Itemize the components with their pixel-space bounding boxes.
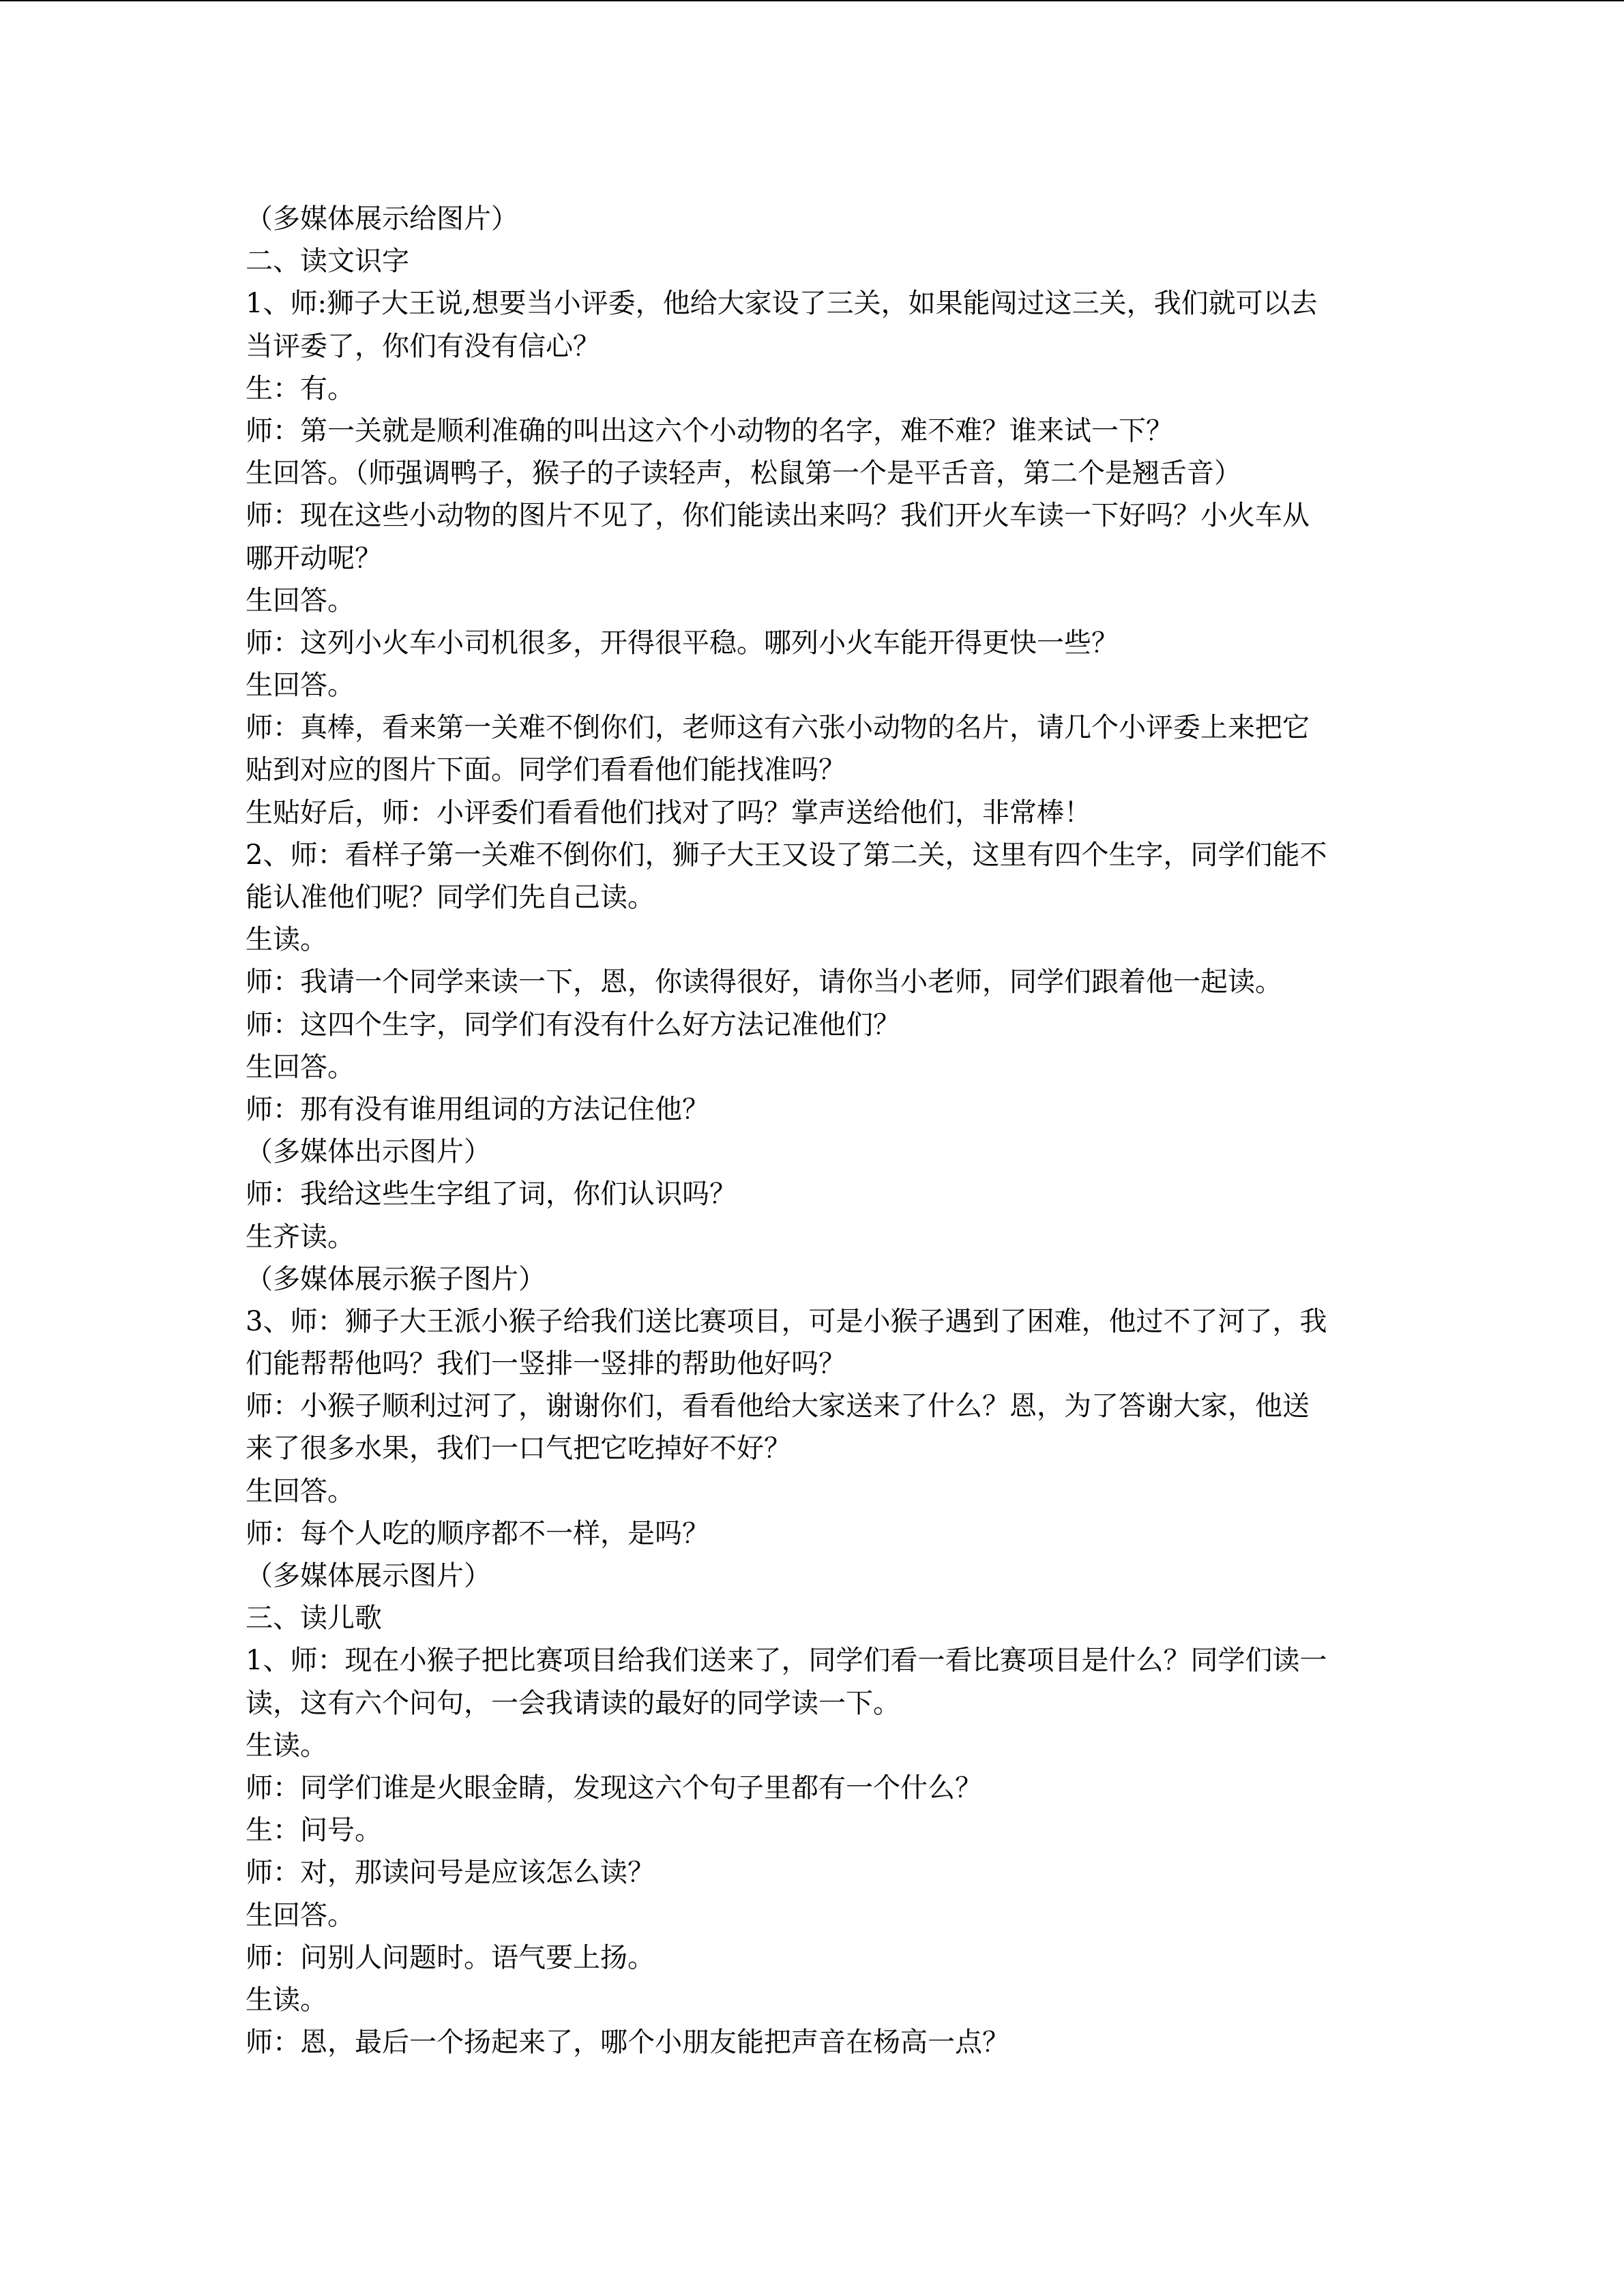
text-line: 当评委了，你们有没有信心？: [246, 330, 600, 362]
text-line: 师：这四个生字，同学们有没有什么好方法记准他们？: [246, 1009, 900, 1041]
text-line: 生齐读。: [246, 1221, 355, 1253]
text-line: 3、师：狮子大王派小猴子给我们送比赛项目，可是小猴子遇到了困难，他过不了河了，我: [246, 1305, 1327, 1337]
text-line: 来了很多水果，我们一口气把它吃掉好不好？: [246, 1433, 791, 1465]
text-line: （多媒体展示猴子图片）: [246, 1263, 546, 1295]
text-line: 生回答。: [246, 670, 355, 702]
text-line: 师：那有没有谁用组词的方法记住他？: [246, 1093, 709, 1125]
text-line: 们能帮帮他吗？我们一竖排一竖排的帮助他好吗？: [246, 1348, 846, 1380]
text-line: 生回答。: [246, 1899, 355, 1931]
text-line: 生回答。（师强调鸭子，猴子的子读轻声，松鼠第一个是平舌音，第二个是翘舌音）: [246, 458, 1241, 490]
text-line: 生读。: [246, 1729, 327, 1761]
text-line: （多媒体展示给图片）: [246, 203, 518, 235]
text-line: 师：第一关就是顺利准确的叫出这六个小动物的名字，难不难？谁来试一下？: [246, 415, 1173, 447]
section-heading: 三、读儿歌: [246, 1602, 382, 1635]
text-line: （多媒体出示图片）: [246, 1136, 491, 1168]
text-line: 读，这有六个问句，一会我请读的最好的同学读一下。: [246, 1687, 900, 1719]
text-line: 师：问别人问题时。语气要上扬。: [246, 1941, 655, 1973]
text-line: 生回答。: [246, 1475, 355, 1507]
text-line: （多媒体展示图片）: [246, 1560, 491, 1592]
text-line: 2、师：看样子第一关难不倒你们，狮子大王又设了第二关，这里有四个生字，同学们能不: [246, 839, 1327, 871]
text-line: 师：真棒，看来第一关难不倒你们，老师这有六张小动物的名片，请几个小评委上来把它: [246, 712, 1310, 744]
text-line: 生贴好后，师：小评委们看看他们找对了吗？掌声送给他们，非常棒！: [246, 796, 1091, 829]
text-line: 师：这列小火车小司机很多，开得很平稳。哪列小火车能开得更快一些？: [246, 627, 1119, 659]
text-line: 能认准他们呢？同学们先自己读。: [246, 882, 655, 913]
text-line: 师：恩，最后一个扬起来了，哪个小朋友能把声音在杨高一点？: [246, 2027, 1009, 2059]
text-line: 师：同学们谁是火眼金睛，发现这六个句子里都有一个什么？: [246, 1772, 982, 1804]
text-line: 1、师:狮子大王说,想要当小评委，他给大家设了三关，如果能闯过这三关，我们就可以去: [246, 288, 1318, 320]
text-line: 生：有。: [246, 372, 355, 404]
text-line: 生回答。: [246, 1051, 355, 1083]
text-line: 生回答。: [246, 584, 355, 616]
text-line: 师：每个人吃的顺序都不一样，是吗？: [246, 1517, 709, 1549]
text-line: 生：问号。: [246, 1815, 382, 1847]
text-line: 生读。: [246, 924, 327, 956]
text-line: 师：我请一个同学来读一下，恩，你读得很好，请你当小老师，同学们跟着他一起读。: [246, 966, 1282, 998]
text-line: 1、师：现在小猴子把比赛项目给我们送来了，同学们看一看比赛项目是什么？同学们读一: [246, 1645, 1327, 1677]
text-line: 师：现在这些小动物的图片不见了，你们能读出来吗？我们开火车读一下好吗？小火车从: [246, 500, 1310, 532]
section-heading: 二、读文识字: [246, 245, 409, 278]
text-line: 贴到对应的图片下面。同学们看看他们能找准吗？: [246, 754, 846, 786]
text-line: 生读。: [246, 1984, 327, 2016]
text-line: 哪开动呢？: [246, 542, 382, 574]
text-line: 师：小猴子顺利过河了，谢谢你们，看看他给大家送来了什么？恩，为了答谢大家，他送: [246, 1390, 1310, 1422]
text-line: 师：我给这些生字组了词，你们认识吗？: [246, 1178, 737, 1210]
document-body: [246, 198, 1378, 2063]
text-line: 师：对，那读问号是应该怎么读？: [246, 1857, 655, 1889]
